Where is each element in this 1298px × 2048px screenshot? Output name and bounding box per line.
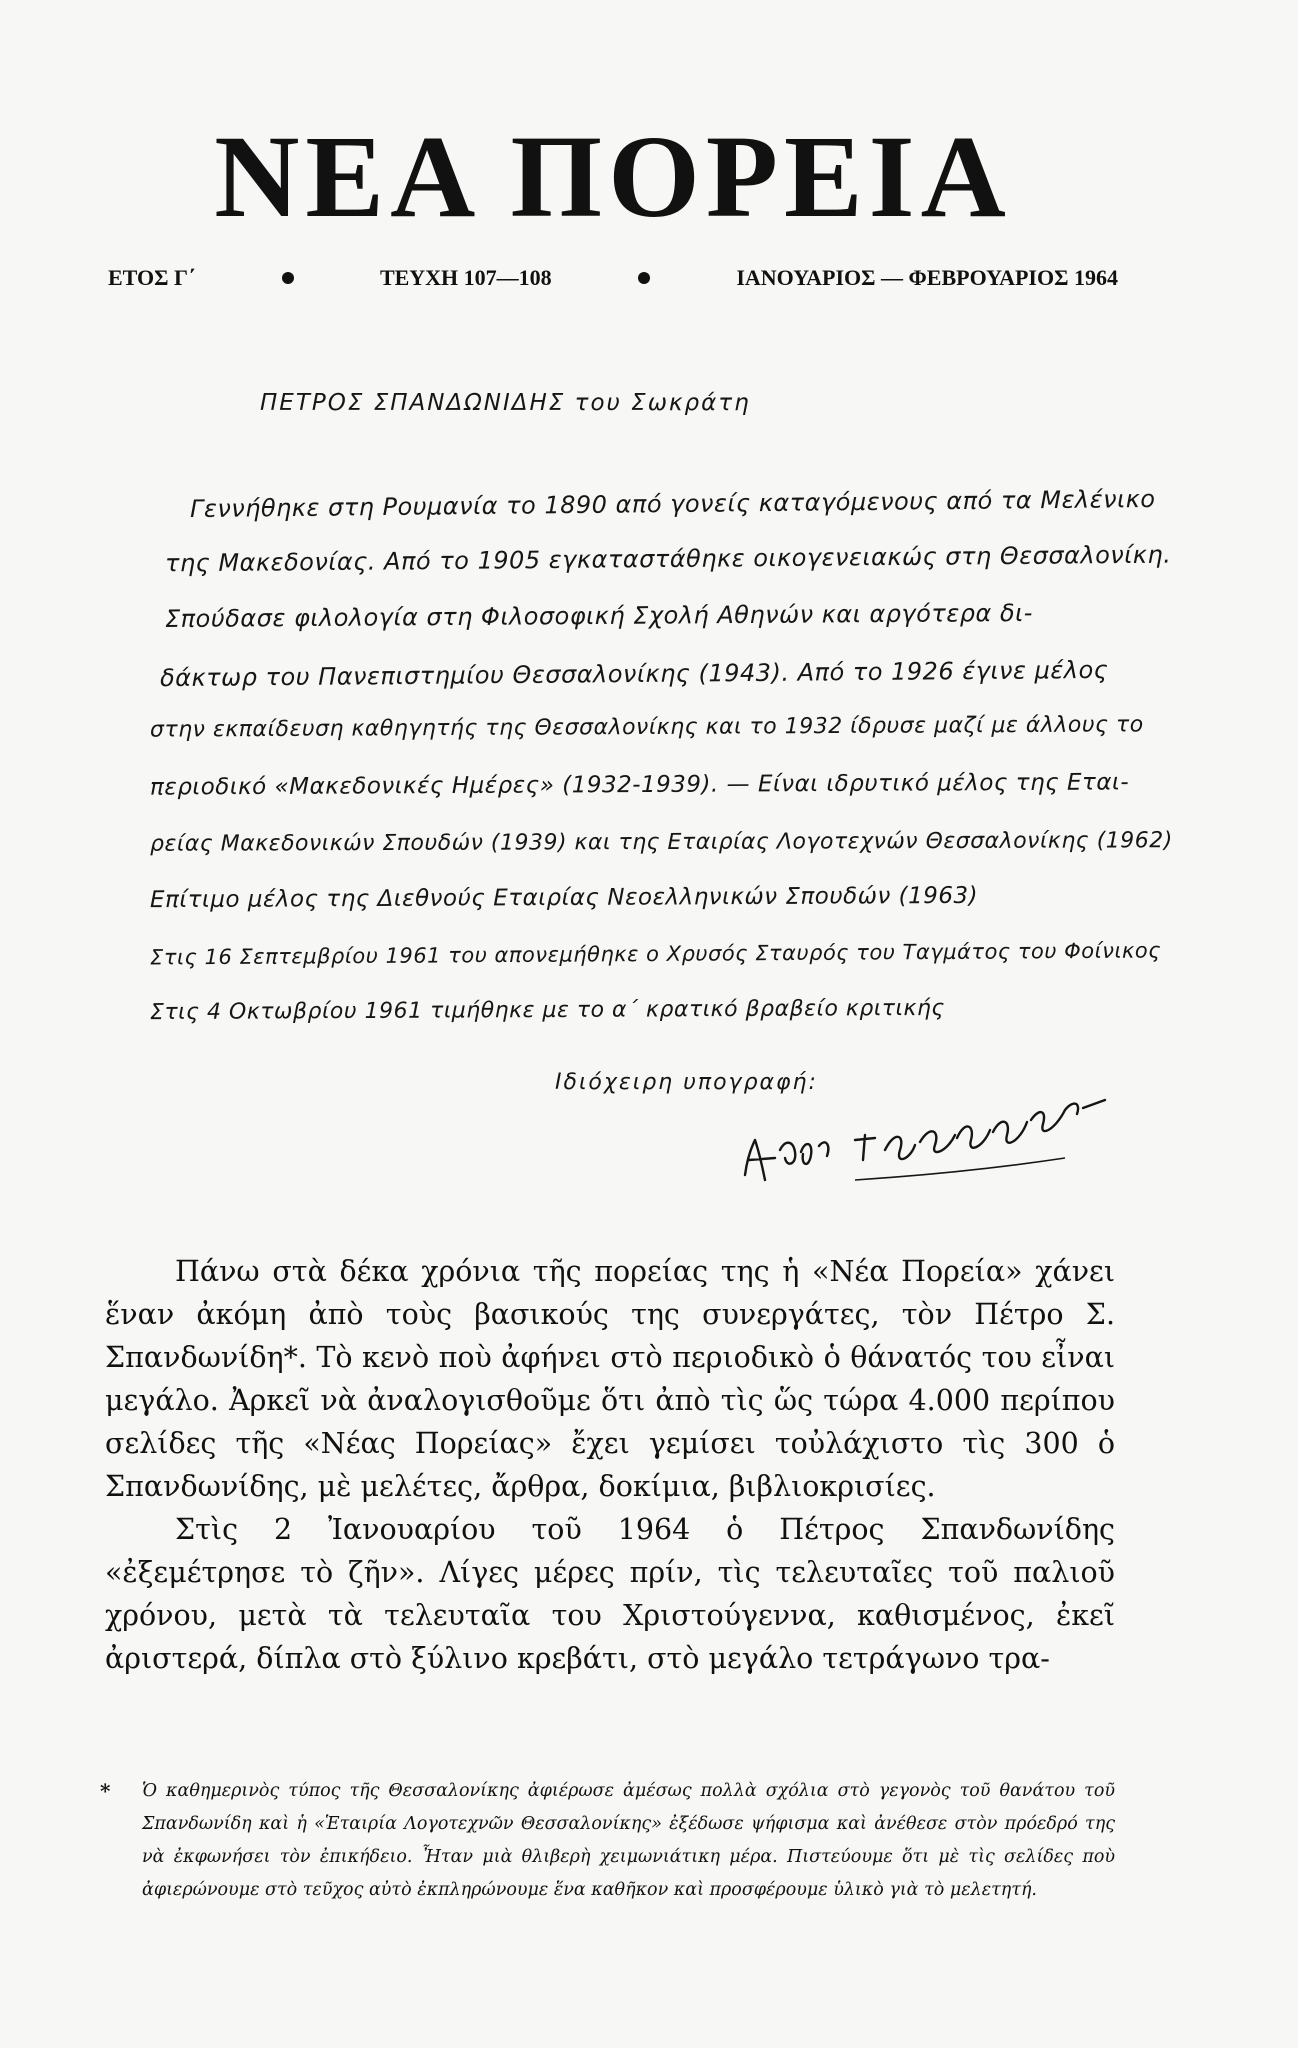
issue-numbers: ΤΕΥΧΗ 107—108 bbox=[379, 265, 552, 290]
manuscript-line: Στις 16 Σεπτεμβρίου 1961 του απονεμήθηκε ο Χρυσός Σταυρός του Ταγμάτος του Φοίνικος bbox=[149, 938, 1162, 970]
paragraph: Πάνω στὰ δέκα χρόνια τῆς πορείας της ἡ «Νέα Πορεία» χάνει ἕναν ἀκόμη ἀπὸ τοὺς βασικούς της συνεργάτες, τὸν Πέτρο Σ. Σπανδωνίδη*. Τὸ κενὸ ποὺ ἀφήνει στὸ περιοδικὸ ὁ θάνατός του εἶναι μεγάλο. Ἀρκεῖ νὰ ἀναλογισθοῦμε ὅτι ἀπὸ τὶς ὥς τώρα 4.000 περίπου σελίδες τῆς «Νέας Πορείας» ἔχει γεμίσει τοὐλάχιστο τὶς 300 ὁ Σπανδωνίδης, μὲ μελέτες, ἄρθρα, δοκίμια, βιβλιοκρισίες. bbox=[105, 1255, 1115, 1503]
manuscript-line: Γεννήθηκε στη Ρουμανία το 1890 από γονείς καταγόμενους από τα Μελένικο bbox=[189, 484, 1156, 524]
journal-title: ΝΕΑ ΠΟΡΕΙΑ bbox=[214, 111, 1012, 242]
issue-line bbox=[108, 265, 1118, 291]
bullet-icon bbox=[638, 272, 650, 284]
manuscript-line: στην εκπαίδευση καθηγητής της Θεσσαλονίκης και το 1932 ίδρυσε μαζί με άλλους το bbox=[149, 712, 1144, 743]
footnote-text: Ὁ καθημερινὸς τύπος τῆς Θεσσαλονίκης ἀφιέρωσε ἀμέσως πολλὰ σχόλια στὸ γεγονὸς τοῦ θανάτου τοῦ Σπανδωνίδη καὶ ἡ «Ἑταιρία Λογοτεχνῶν Θεσσαλονίκης» ἐξέδωσε ψήφισμα καὶ ἀνέθεσε στὸν πρόεδρό της νὰ ἐκφωνήσει τὸν ἐπικήδειο. Ἦταν μιὰ θλιβερὴ χειμωνιάτικη μέρα. Πιστεύουμε ὅτι μὲ τὶς σελίδες ποὺ ἀφιερώνουμε στὸ τεῦχος αὐτὸ ἐκπληρώνουμε ἕνα καθῆκον καὶ προσφέρουμε ὑλικὸ γιὰ τὸ μελετητή. bbox=[142, 1781, 1115, 1900]
manuscript-line: Στις 4 Οκτωβρίου 1961 τιμήθηκε με το α΄ κρατικό βραβείο κριτικής bbox=[149, 995, 945, 1026]
footnote bbox=[100, 1775, 1115, 1907]
issue-date: ΙΑΝΟΥΑΡΙΟΣ — ΦΕΒΡΟΥΑΡΙΟΣ 1964 bbox=[736, 265, 1118, 290]
manuscript-line: περιοδικό «Μακεδονικές Ημέρες» (1932-1939). — Είναι ιδρυτικό μέλος της Εται- bbox=[149, 769, 1130, 801]
footnote-mark: * bbox=[100, 1779, 111, 1803]
signature-image bbox=[735, 1080, 1115, 1200]
article-body bbox=[105, 1250, 1115, 1680]
manuscript-line: Σπούδασε φιλολογία στη Φιλοσοφική Σχολή Αθηνών και αργότερα δι- bbox=[164, 598, 1033, 634]
manuscript-heading: ΠΕΤΡΟΣ ΣΠΑΝΔΩΝΙΔΗΣ του Σωκράτη bbox=[260, 390, 751, 416]
handwritten-note bbox=[0, 380, 1298, 1200]
manuscript-line: δάκτωρ του Πανεπιστημίου Θεσσαλονίκης (1943). Από το 1926 έγινε μέλος bbox=[159, 655, 1109, 693]
manuscript-line: Επίτιμο μέλος της Διεθνούς Εταιρίας Νεοελληνικών Σπουδών (1963) bbox=[149, 882, 979, 914]
manuscript-note: Ιδιόχειρη υπογραφή: bbox=[555, 1070, 818, 1095]
bullet-icon bbox=[282, 272, 294, 284]
issue-year: ΕΤΟΣ Γ΄ bbox=[108, 265, 196, 290]
paragraph: Στὶς 2 Ἰανουαρίου τοῦ 1964 ὁ Πέτρος Σπανδωνίδης «ἐξεμέτρησε τὸ ζῆν». Λίγες μέρες πρίν, τὶς τελευταῖες τοῦ παλιοῦ χρόνου, μετὰ τὰ τελευταῖα του Χριστούγεννα, καθισμένος, ἐκεῖ ἀριστερά, δίπλα στὸ ξύλινο κρεβάτι, στὸ μεγάλο τετράγωνο τρα- bbox=[105, 1513, 1115, 1675]
manuscript-line: ρείας Μακεδονικών Σπουδών (1939) και της Εταιρίας Λογοτεχνών Θεσσαλονίκης (1962) bbox=[149, 828, 1173, 857]
manuscript-line: της Μακεδονίας. Από το 1905 εγκαταστάθηκε οικογενειακώς στη Θεσσαλονίκη. bbox=[164, 540, 1172, 578]
